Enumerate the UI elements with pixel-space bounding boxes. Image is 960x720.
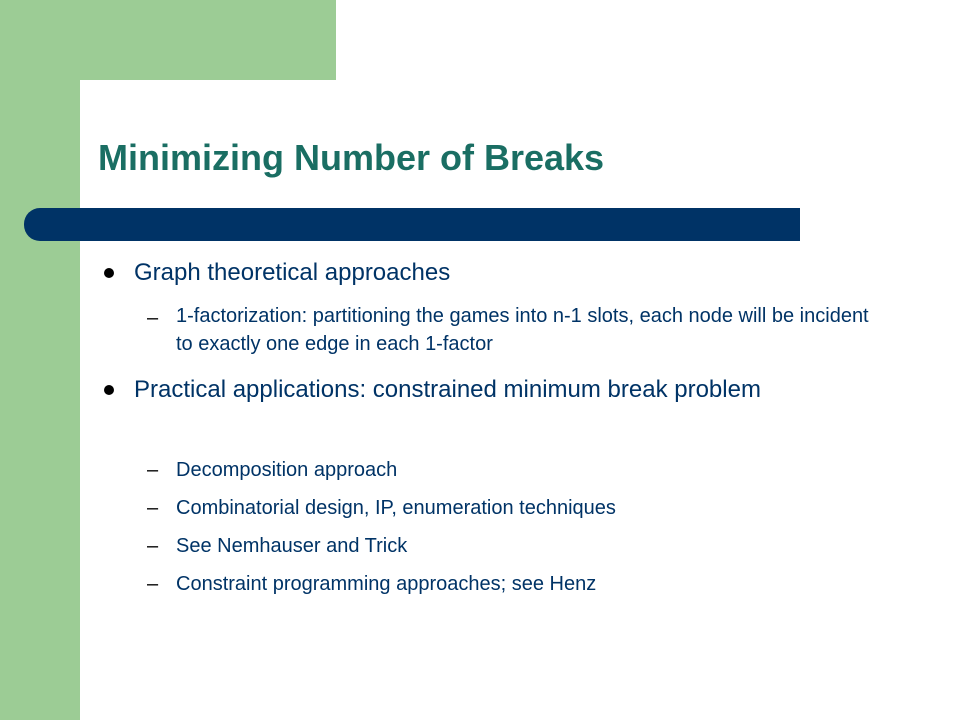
bullet-text: Graph theoretical approaches <box>134 259 451 286</box>
sub-bullet-dash: – <box>147 307 159 329</box>
bullet-dot <box>104 385 114 395</box>
sub-bullet-dash: – <box>147 573 159 595</box>
slide-title: Minimizing Number of Breaks <box>98 137 605 178</box>
sub-bullet-dash: – <box>147 497 159 519</box>
sub-bullet-text: Decomposition approach <box>176 459 398 481</box>
sub-bullet-text: See Nemhauser and Trick <box>176 535 408 557</box>
sub-bullet-dash: – <box>147 459 159 481</box>
sub-bullet-dash: – <box>147 535 159 557</box>
bullet-dot <box>104 268 114 278</box>
sub-bullet-text: 1-factorization: partitioning the games into n-1 slots, each node will be incident to exactly one edge in each 1-factor <box>176 305 869 355</box>
sub-bullet-text: Constraint programming approaches; see Henz <box>176 573 597 595</box>
sub-bullet-text: Combinatorial design, IP, enumeration techniques <box>176 497 616 519</box>
bullet-text: Practical applications: constrained minimum break problem <box>134 376 761 403</box>
